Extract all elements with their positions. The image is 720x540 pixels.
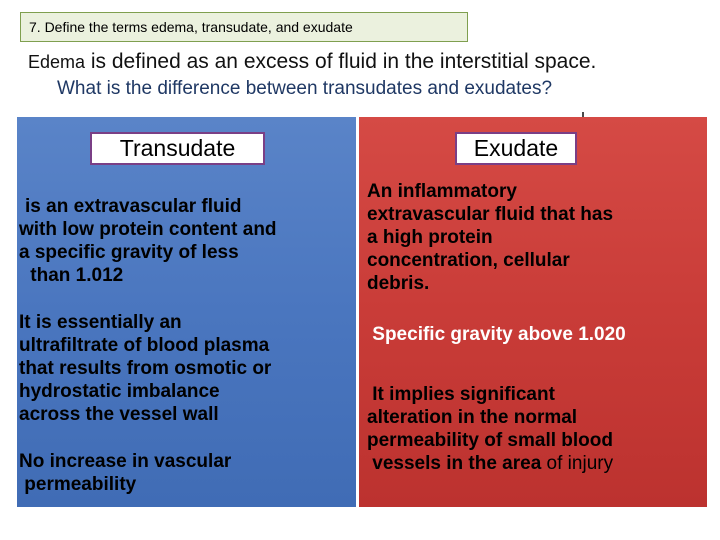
edema-term: Edema [28,52,86,72]
transudate-p2-line: hydrostatic imbalance [19,381,220,402]
slide-title-box: 7. Define the terms edema, transudate, and exudate [20,12,468,42]
transudate-p1-line: a specific gravity of less [19,242,239,263]
transudate-p2-line: ultrafiltrate of blood plasma [19,335,270,356]
transudate-paragraph-1 [19,195,277,287]
exudate-p2-line: It implies significant [367,384,555,405]
transudate-header: Transudate [90,132,265,165]
exudate-specific-gravity: Specific gravity above 1.020 [367,324,626,345]
exudate-p2-line: permeability of small blood [367,430,613,451]
comparison-question: What is the difference between transudates and exudates? [57,78,553,99]
transudate-paragraph-3 [19,450,231,496]
exudate-header: Exudate [455,132,577,165]
transudate-p1-line: is an extravascular fluid [25,196,242,217]
transudate-p3-line: permeability [19,474,137,495]
exudate-p2-line: alteration in the normal [367,407,578,428]
transudate-paragraph-2 [19,311,271,426]
transudate-p3-line: No increase in vascular [19,451,232,472]
transudate-p2-line: It is essentially an [19,312,182,333]
exudate-p2-bold-part: vessels in the area [367,453,542,474]
edema-definition [28,50,708,74]
exudate-p2-normal-part: of injury [541,453,614,474]
transudate-p1-line: than 1.012 [25,265,124,286]
edema-definition-text: is defined as an excess of fluid in the interstitial space. [85,50,597,73]
transudate-p2-line: across the vessel wall [19,404,219,425]
exudate-p1-line: debris. [367,273,430,294]
exudate-p2-line [367,452,613,475]
exudate-p1-line: extravascular fluid that has [367,204,614,225]
exudate-paragraph-2 [367,383,613,475]
exudate-p1-line: An inflammatory [367,181,517,202]
exudate-p1-line: a high protein [367,227,493,248]
transudate-p2-line: that results from osmotic or [19,358,272,379]
exudate-p1-line: concentration, cellular [367,250,570,271]
transudate-p1-line: with low protein content and [19,219,277,240]
transudate-panel [17,117,356,507]
exudate-paragraph-1 [367,180,613,295]
exudate-panel [359,117,707,507]
